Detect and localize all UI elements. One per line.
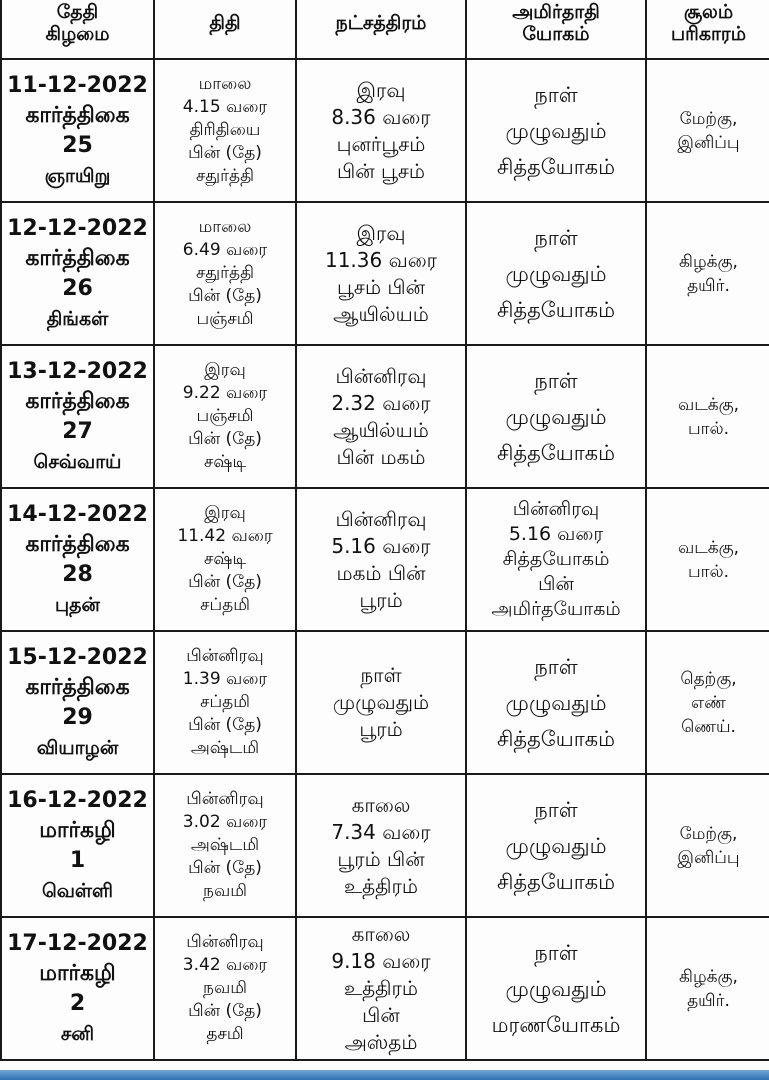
header-yoga <box>466 0 646 59</box>
star-line: காலை <box>351 792 411 817</box>
date-cell <box>1 917 154 1060</box>
soolam-line: இனிப்பு <box>677 847 740 868</box>
soolam-cell <box>646 345 769 488</box>
header-soolam-line: பரிகாரம் <box>671 23 746 45</box>
star-line: புனர்பூசம் <box>336 131 426 156</box>
yoga-cell <box>466 59 646 202</box>
yoga-line: மரணயோகம் <box>491 1012 621 1037</box>
gregorian-date: 11-12-2022 <box>7 72 148 98</box>
soolam-line: வடக்கு, <box>677 537 740 558</box>
star-line: அஸ்தம் <box>344 1030 418 1054</box>
gregorian-date: 12-12-2022 <box>7 215 148 241</box>
date-cell <box>1 774 154 917</box>
soolam-line: கிழக்கு, <box>679 966 738 987</box>
thithi-line: 3.02 வரை <box>182 812 268 832</box>
tamil-month: மார்கழி <box>39 960 116 986</box>
gregorian-date: 15-12-2022 <box>7 644 148 670</box>
tamil-day-number: 28 <box>62 561 93 587</box>
soolam-line: இனிப்பு <box>677 132 740 153</box>
yoga-line: சித்தயோகம் <box>496 869 616 894</box>
thithi-line: 9.22 வரை <box>182 383 268 403</box>
thithi-cell <box>154 917 296 1060</box>
star-line: பின் பூசம் <box>336 158 426 183</box>
star-line: பின் மகம் <box>336 444 426 469</box>
table-row <box>1 631 769 774</box>
yoga-line: சித்தயோகம் <box>502 548 610 570</box>
thithi-line: பின் (தே) <box>188 286 262 306</box>
tamil-day-number: 26 <box>62 275 93 301</box>
yoga-line: நாள் <box>534 940 578 965</box>
weekday: வெள்ளி <box>41 879 114 902</box>
header-row <box>1 0 769 59</box>
star-line: பூரம் பின் <box>337 846 425 871</box>
date-cell <box>1 202 154 345</box>
thithi-line: பின் (தே) <box>188 1001 262 1021</box>
yoga-line: அமிர்தயோகம் <box>491 598 621 620</box>
star-line: இரவு <box>356 220 406 245</box>
star-line: ஆயில்யம் <box>333 301 429 326</box>
soolam-cell <box>646 202 769 345</box>
star-line: 8.36 வரை <box>331 104 431 129</box>
yoga-line: முழுவதும் <box>505 404 607 429</box>
header-soolam <box>646 0 769 59</box>
yoga-line: சித்தயோகம் <box>496 440 616 465</box>
star-line: நாள் <box>360 663 402 687</box>
yoga-line: பின் <box>538 573 574 595</box>
thithi-line: பின்னிரவு <box>186 646 264 666</box>
star-cell <box>296 917 466 1060</box>
star-line: காலை <box>351 922 411 946</box>
thithi-line: சப்தமி <box>200 595 250 615</box>
star-line: பூரம் <box>359 587 403 612</box>
soolam-line: தயிர். <box>687 275 730 296</box>
header-thithi <box>154 0 296 59</box>
thithi-cell <box>154 488 296 631</box>
gregorian-date: 14-12-2022 <box>7 501 148 527</box>
thithi-cell <box>154 59 296 202</box>
gregorian-date: 13-12-2022 <box>7 358 148 384</box>
star-line: பின்னிரவு <box>335 363 427 388</box>
weekday: சனி <box>60 1022 95 1045</box>
thithi-line: அஷ்டமி <box>190 738 260 758</box>
weekday: செவ்வாய் <box>33 450 122 473</box>
date-cell <box>1 631 154 774</box>
soolam-cell <box>646 488 769 631</box>
tamil-day-number: 29 <box>62 704 93 730</box>
tamil-month: மார்கழி <box>39 817 116 843</box>
yoga-line: முழுவதும் <box>505 833 607 858</box>
tamil-day-number: 2 <box>69 990 86 1016</box>
yoga-line: நாள் <box>534 225 578 250</box>
weekday: வியாழன் <box>36 736 119 759</box>
gregorian-date: 16-12-2022 <box>7 787 148 813</box>
header-star <box>296 0 466 59</box>
thithi-line: 4.15 வரை <box>182 97 268 117</box>
star-line: உத்திரம் <box>344 976 418 1000</box>
thithi-line: பஞ்சமி <box>196 406 254 426</box>
yoga-line: முழுவதும் <box>505 261 607 286</box>
tamil-day-number: 27 <box>62 418 93 444</box>
soolam-line: தெற்கு, <box>680 668 737 689</box>
yoga-line: நாள் <box>534 82 578 107</box>
thithi-line: நவமி <box>203 978 247 998</box>
soolam-line: பால். <box>687 418 730 439</box>
soolam-line: பால். <box>687 561 730 582</box>
yoga-line: முழுவதும் <box>505 690 607 715</box>
soolam-cell <box>646 59 769 202</box>
star-line: 9.18 வரை <box>331 949 431 973</box>
table-row <box>1 202 769 345</box>
star-line: ஆயில்யம் <box>333 417 429 442</box>
header-yoga-line: யோகம் <box>522 23 590 45</box>
yoga-line: நாள் <box>534 797 578 822</box>
star-line: உத்திரம் <box>344 873 418 898</box>
star-line: பூரம் <box>359 717 403 741</box>
tamil-day-number: 1 <box>69 847 86 873</box>
header-date <box>1 0 154 59</box>
header-yoga-line: அமிர்தாதி <box>512 1 600 23</box>
star-line: 5.16 வரை <box>331 533 431 558</box>
header-thithi-line: திதி <box>209 12 241 34</box>
thithi-line: பின் (தே) <box>188 858 262 878</box>
star-line: 7.34 வரை <box>331 819 431 844</box>
yoga-line: பின்னிரவு <box>512 498 600 520</box>
thithi-line: மாலை <box>198 217 252 237</box>
yoga-cell <box>466 345 646 488</box>
tamil-month: கார்த்திகை <box>25 531 130 557</box>
soolam-line: மேற்கு, <box>679 823 738 844</box>
thithi-line: சதுர்த்தி <box>195 263 255 283</box>
table-row <box>1 345 769 488</box>
star-cell <box>296 488 466 631</box>
yoga-cell <box>466 488 646 631</box>
thithi-line: பின் (தே) <box>188 143 262 163</box>
thithi-line: சப்தமி <box>200 692 250 712</box>
soolam-line: ணெய். <box>681 716 736 737</box>
thithi-line: பின்னிரவு <box>186 789 264 809</box>
yoga-cell <box>466 631 646 774</box>
tamil-day-number: 25 <box>62 132 93 158</box>
thithi-line: பின் (தே) <box>188 715 262 735</box>
table-row <box>1 774 769 917</box>
thithi-line: திரிதியை <box>189 120 261 140</box>
star-line: பின் <box>362 1003 400 1027</box>
star-line: மகம் பின் <box>336 560 426 585</box>
header-soolam-line: சூலம் <box>683 1 734 23</box>
thithi-cell <box>154 631 296 774</box>
thithi-cell <box>154 202 296 345</box>
star-cell <box>296 202 466 345</box>
header-weekday-line: கிழமை <box>45 23 110 45</box>
yoga-line: நாள் <box>534 654 578 679</box>
star-line: 2.32 வரை <box>331 390 431 415</box>
soolam-cell <box>646 917 769 1060</box>
yoga-line: 5.16 வரை <box>508 523 604 545</box>
thithi-line: பஞ்சமி <box>196 309 254 329</box>
yoga-cell <box>466 202 646 345</box>
yoga-line: நாள் <box>534 368 578 393</box>
star-cell <box>296 59 466 202</box>
date-cell <box>1 488 154 631</box>
thithi-line: 11.42 வரை <box>177 526 273 546</box>
star-cell <box>296 345 466 488</box>
soolam-line: எண் <box>691 692 726 713</box>
soolam-line: தயிர். <box>687 990 730 1011</box>
thithi-line: சதுர்த்தி <box>195 166 255 186</box>
thithi-line: 3.42 வரை <box>182 955 268 975</box>
thithi-line: நவமி <box>203 881 247 901</box>
weekday: ஞாயிறு <box>44 164 111 187</box>
yoga-cell <box>466 774 646 917</box>
table-row <box>1 917 769 1060</box>
weekday: திங்கள் <box>46 307 109 330</box>
thithi-line: பின்னிரவு <box>186 932 264 952</box>
yoga-line: சித்தயோகம் <box>496 726 616 751</box>
thithi-line: சஷ்டி <box>204 549 246 569</box>
table-row <box>1 488 769 631</box>
thithi-line: பின் (தே) <box>188 429 262 449</box>
star-cell <box>296 631 466 774</box>
star-line: முழுவதும் <box>332 690 430 714</box>
yoga-line: சித்தயோகம் <box>496 297 616 322</box>
yoga-line: முழுவதும் <box>505 118 607 143</box>
soolam-line: கிழக்கு, <box>679 251 738 272</box>
thithi-line: அஷ்டமி <box>190 835 260 855</box>
star-line: பூசம் பின் <box>336 274 426 299</box>
header-star-line: நட்சத்திரம் <box>335 12 427 34</box>
star-line: பின்னிரவு <box>335 506 427 531</box>
gregorian-date: 17-12-2022 <box>7 930 148 956</box>
thithi-line: இரவு <box>204 360 246 380</box>
yoga-line: முழுவதும் <box>505 976 607 1001</box>
soolam-cell <box>646 631 769 774</box>
thithi-line: பின் (தே) <box>188 572 262 592</box>
bottom-accent-bar <box>0 1070 769 1080</box>
thithi-line: தசமி <box>206 1024 244 1044</box>
tamil-month: கார்த்திகை <box>25 388 130 414</box>
thithi-line: சஷ்டி <box>204 452 246 472</box>
star-line: இரவு <box>356 77 406 102</box>
thithi-line: இரவு <box>204 503 246 523</box>
star-cell <box>296 774 466 917</box>
thithi-cell <box>154 774 296 917</box>
yoga-cell <box>466 917 646 1060</box>
date-cell <box>1 59 154 202</box>
soolam-line: மேற்கு, <box>679 108 738 129</box>
tamil-month: கார்த்திகை <box>25 102 130 128</box>
thithi-line: மாலை <box>198 74 252 94</box>
thithi-line: 1.39 வரை <box>182 669 268 689</box>
thithi-line: 6.49 வரை <box>182 240 268 260</box>
yoga-line: சித்தயோகம் <box>496 154 616 179</box>
header-date-line: தேதி <box>56 1 99 23</box>
star-line: 11.36 வரை <box>324 247 437 272</box>
tamil-month: கார்த்திகை <box>25 674 130 700</box>
tamil-month: கார்த்திகை <box>25 245 130 271</box>
thithi-cell <box>154 345 296 488</box>
date-cell <box>1 345 154 488</box>
weekday: புதன் <box>55 593 100 616</box>
table-row <box>1 59 769 202</box>
soolam-line: வடக்கு, <box>677 394 740 415</box>
soolam-cell <box>646 774 769 917</box>
